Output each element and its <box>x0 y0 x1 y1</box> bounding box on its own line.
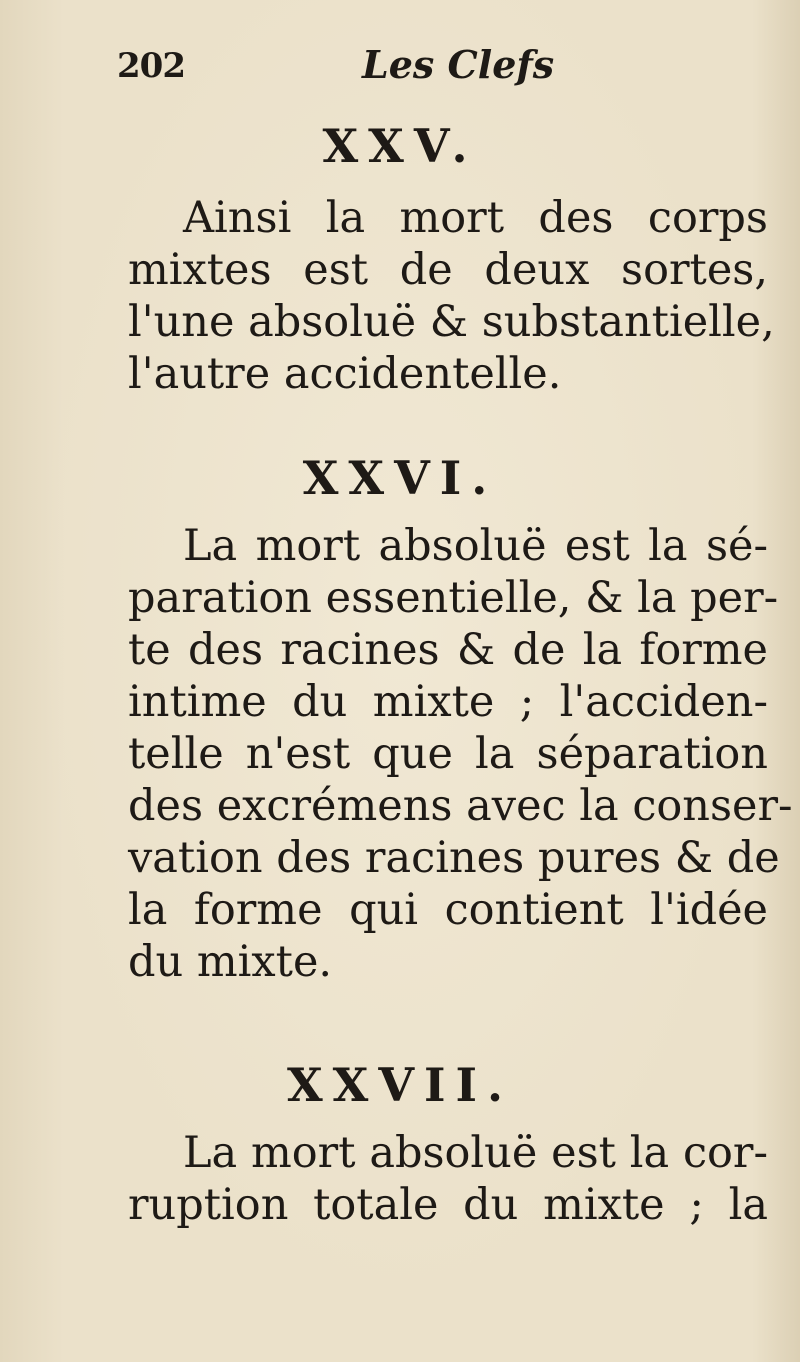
section-xxvi <box>0 448 800 988</box>
text-line: La mort absoluë est la sé- <box>183 521 768 571</box>
paragraph <box>0 520 793 988</box>
paragraph <box>0 192 775 400</box>
text-line: telle n'est que la séparation <box>128 729 768 779</box>
text-line: vation des racines pures & de <box>128 833 780 883</box>
text-line: ruption totale du mixte ; la <box>128 1180 768 1230</box>
section-heading: XXVII. <box>286 1058 514 1112</box>
text-line: mixtes est de deux sortes, <box>128 245 768 295</box>
section-heading: XXV. <box>322 119 478 173</box>
page-header <box>0 42 800 102</box>
section-heading: XXVI. <box>302 451 498 505</box>
text-line: te des racines & de la forme <box>128 625 768 675</box>
text-line: des excrémens avec la conser- <box>128 781 793 831</box>
text-line: La mort absoluë est la cor- <box>183 1128 768 1178</box>
section-xxv <box>0 116 800 400</box>
text-line: Ainsi la mort des corps <box>183 193 768 243</box>
text-line: paration essentielle, & la per- <box>128 573 779 623</box>
text-line: l'une absoluë & substantielle, <box>128 297 775 347</box>
page-number: 202 <box>117 46 185 86</box>
text-line: la forme qui contient l'idée <box>128 885 768 935</box>
text-line: l'autre accidentelle. <box>128 349 562 399</box>
text-line: intime du mixte ; l'acciden- <box>128 677 768 727</box>
text-line: du mixte. <box>128 937 333 987</box>
running-title: Les Clefs <box>362 42 555 87</box>
paragraph <box>0 1127 768 1231</box>
section-xxvii <box>0 1055 800 1231</box>
